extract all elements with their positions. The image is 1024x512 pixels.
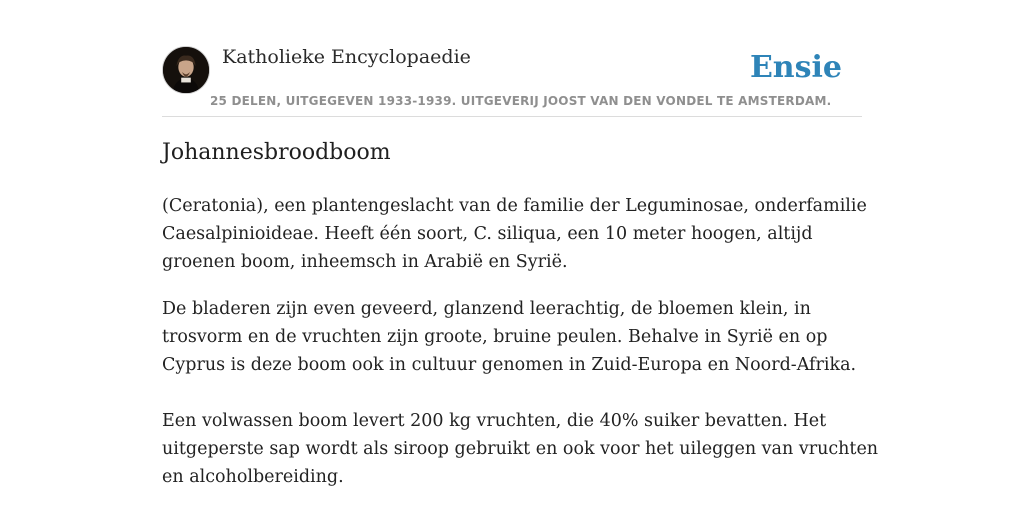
site-title[interactable]: Katholieke Encyclopaedie: [222, 46, 471, 68]
paragraph: De bladeren zijn even geveerd, glanzend leerachtig, de bloemen klein, in trosvorm en de vruchten zijn groote, bruine peulen. Behalve in Syrië en op Cyprus is deze boom ook in cultuur genomen in Zuid-Europa en Noord-Afrika.: [162, 299, 857, 375]
header: [162, 0, 862, 117]
site-subtitle: 25 DELEN, UITGEGEVEN 1933-1939. UITGEVERIJ JOOST VAN DEN VONDEL TE AMSTERDAM.: [210, 94, 832, 108]
entry-title: Johannesbroodboom: [162, 140, 391, 165]
portrait-image: [163, 47, 209, 93]
paragraph: (Ceratonia), een plantengeslacht van de familie der Leguminosae, onderfamilie Caesalpinioideae. Heeft één soort, C. siliqua, een 10 meter hoogen, altijd groenen boom, inheemsch in Arabië en Syrië.: [162, 196, 867, 272]
page: [162, 0, 879, 512]
paragraph: Een volwassen boom levert 200 kg vruchten, die 40% suiker bevatten. Het uitgeperste sap wordt als siroop gebruikt en ook voor het uileggen van vruchten en alcoholbereiding.: [162, 411, 879, 487]
avatar[interactable]: [162, 46, 210, 94]
brand-logo[interactable]: Ensie: [749, 50, 842, 85]
